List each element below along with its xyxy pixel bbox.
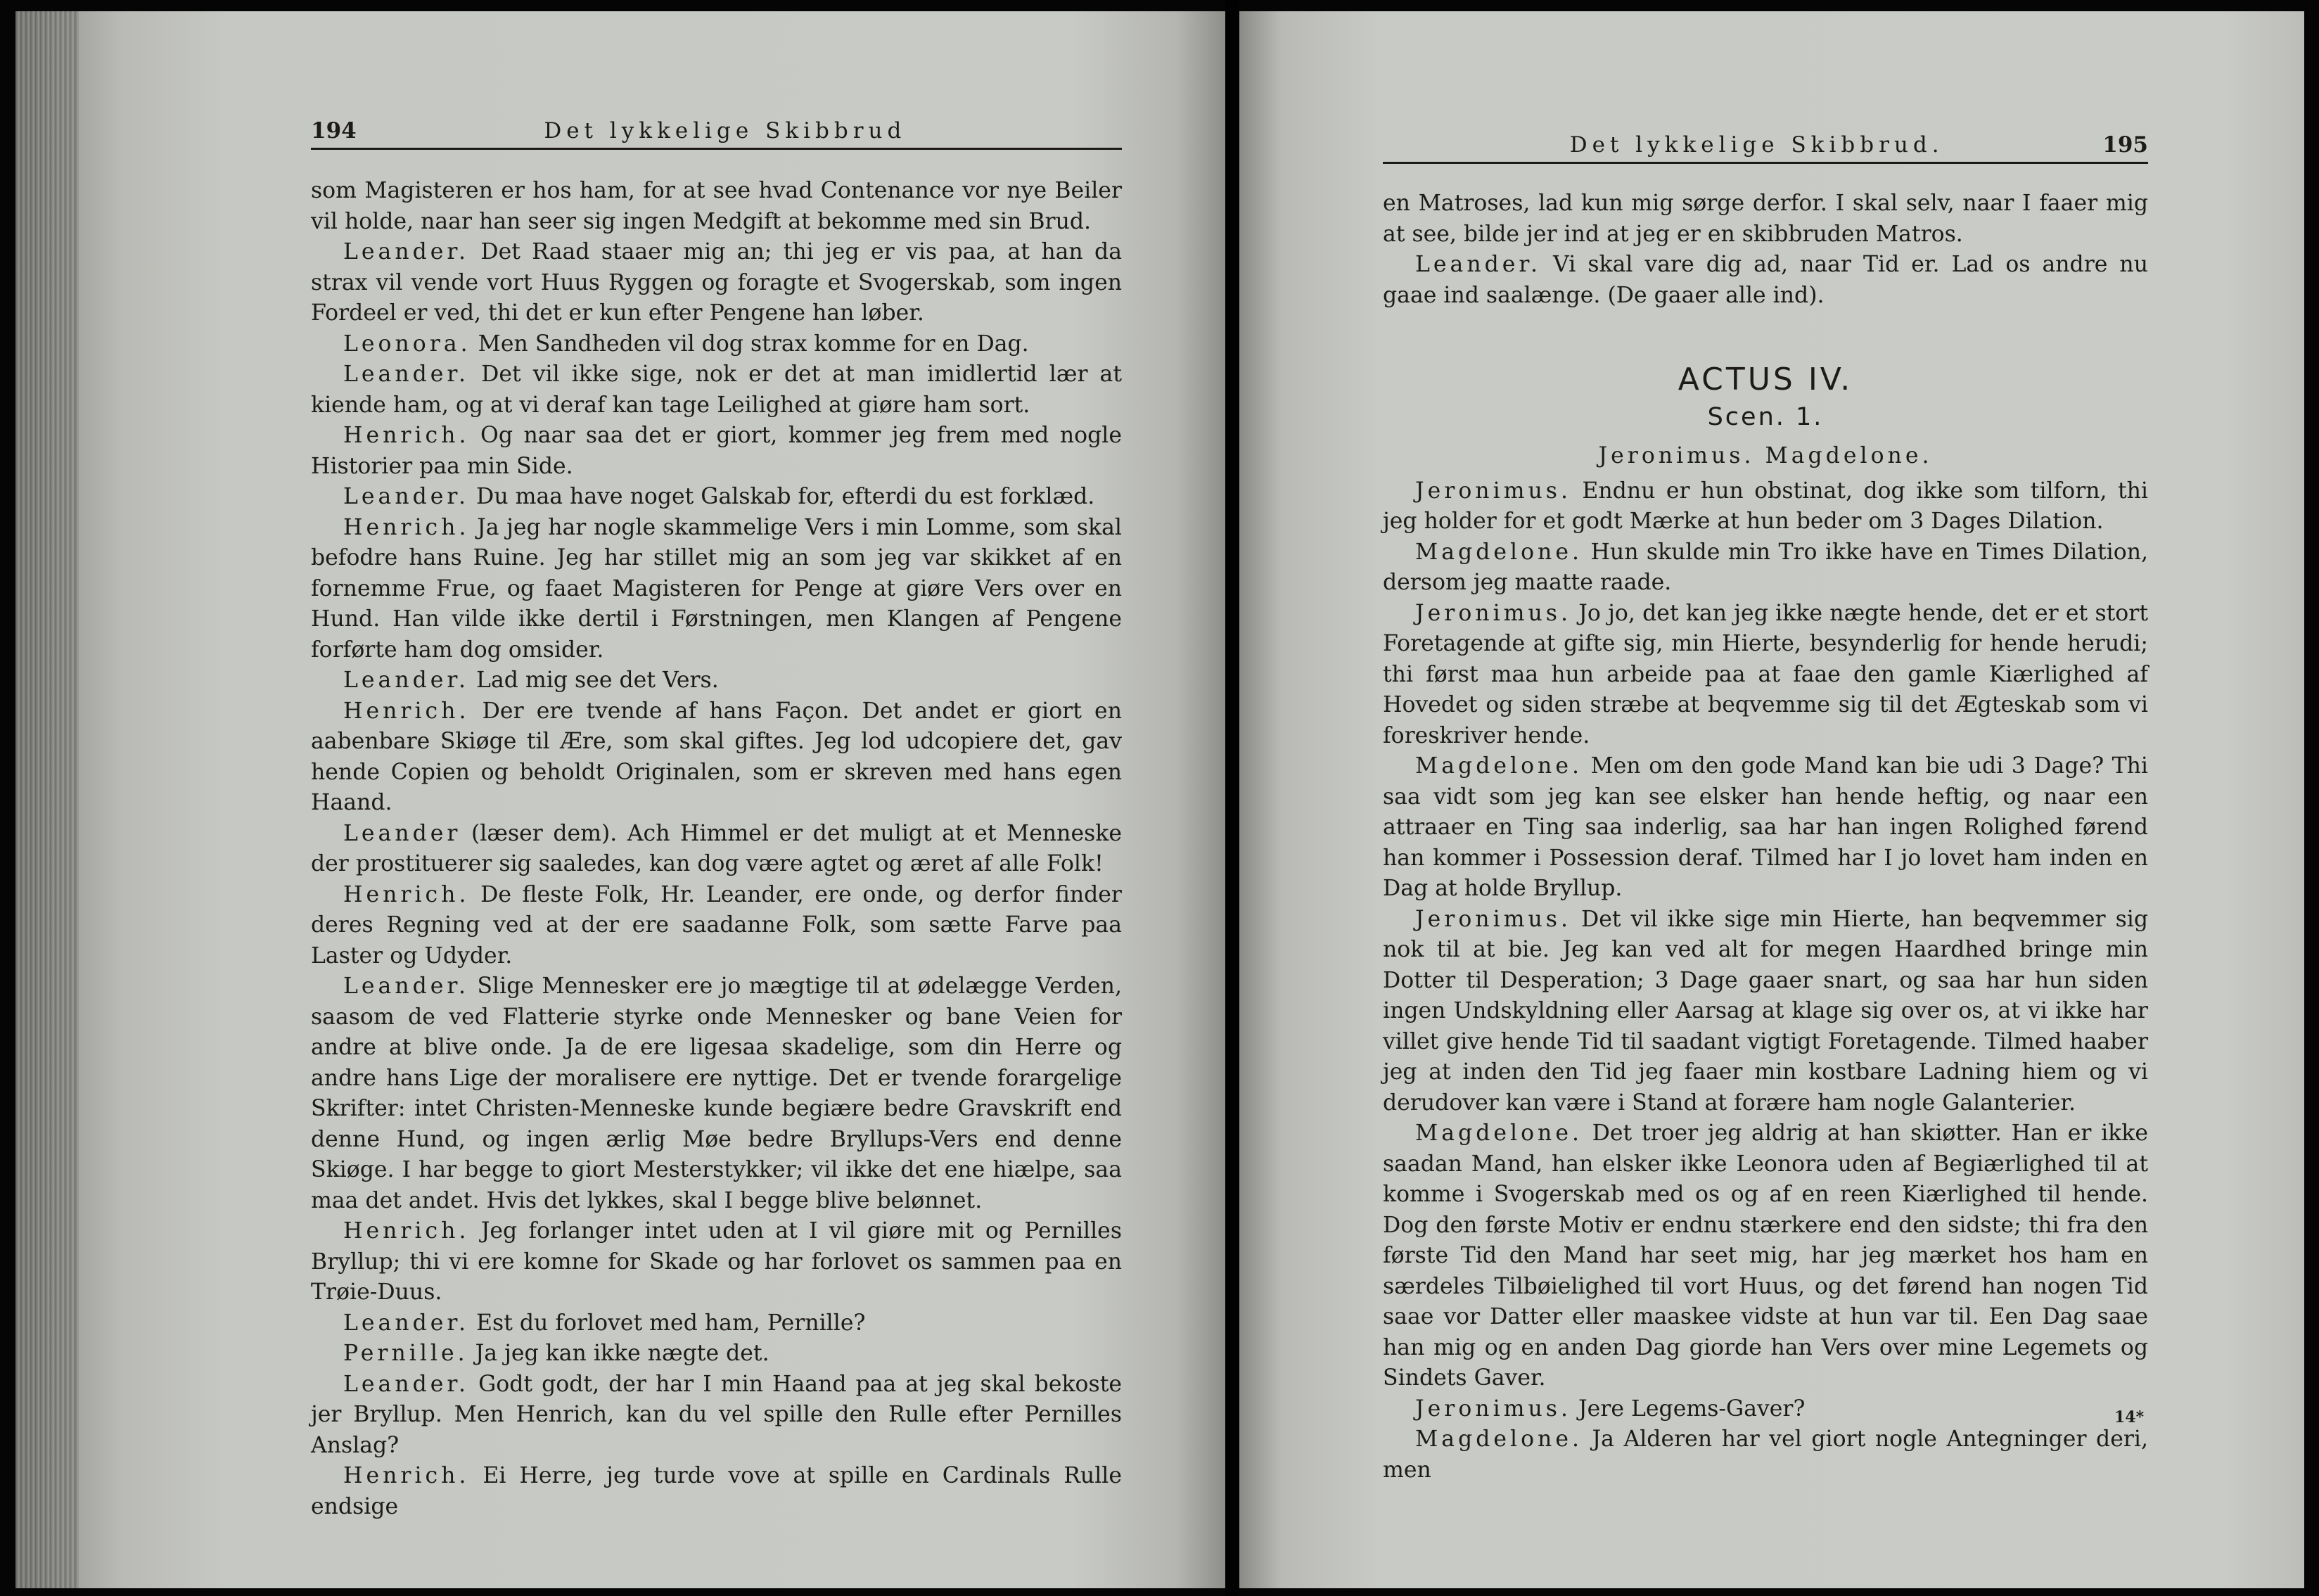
paragraph [311, 329, 1122, 360]
speaker-name: Leander. [343, 362, 470, 387]
signature-mark: 14* [2114, 1408, 2145, 1426]
speaker-name: Leander. [343, 668, 470, 693]
right-running-title: Det lykkelige Skibbrud. [1569, 132, 1944, 158]
paragraph [311, 421, 1122, 482]
paragraph [311, 1370, 1122, 1462]
paragraph [311, 971, 1122, 1216]
book-gutter [1225, 0, 1239, 1596]
right-page [1239, 11, 2304, 1588]
paragraph [1383, 751, 2148, 905]
speaker-name: Leander. [343, 1371, 470, 1397]
paragraph-text: Jeg forlanger intet uden at I vil giøre mit og Pernilles Bryllup; thi vi ere komne for Skade og har forlovet os sammen paa en Trøie-Duus. [311, 1218, 1122, 1305]
left-running-head [311, 118, 1122, 150]
paragraph-text: Est du forlovet med ham, Pernille? [469, 1310, 866, 1336]
paragraph-text: De fleste Folk, Hr. Leander, ere onde, og derfor finder deres Regning ved at der ere saadanne Folk, som sætte Farve paa Laster og Udyder. [311, 881, 1122, 969]
paragraph-text: Endnu er hun obstinat, dog ikke som tilforn, thi jeg holder for et godt Mærke at hun beder om 3 Dages Dilation. [1383, 478, 2148, 534]
paragraph-text: som Magisteren er hos ham, for at see hvad Contenance vor nye Beiler vil holde, naar han seer sig ingen Medgift at bekomme med sin Brud. [311, 178, 1122, 234]
paragraph [1383, 189, 2148, 250]
paragraph-text: Lad mig see det Vers. [469, 668, 719, 693]
right-text-before-act [1383, 189, 2148, 311]
paragraph-text: Ja Alderen har vel giort nogle Antegninger deri, men [1383, 1426, 2148, 1483]
paragraph-text: Men om den gode Mand kan bie udi 3 Dage? Thi saa vidt som jeg kan see elsker han hende heftig, og naar een attraaer en Ting saa inderlig, saa har han ingen Rolighed førend han kommer i Possession deraf. Tilmed har I jo lovet ham inden en Dag at holde Bryllup. [1383, 753, 2148, 901]
speaker-name: Magdelone. [1415, 539, 1583, 565]
paragraph-text: Det vil ikke sige min Hierte, han beqvemmer sig nok til at bie. Jeg kan ved alt for megen Haardhed bringe min Dotter til Desperation; 3 Dage gaaer snart, og saa har hun siden ingen Undskyldning eller Aarsag at klage sig over os, at vi ikke har villet give hende Tid til saadant vigtigt Foretagende. Tilmed haaber jeg at inden den Tid jeg faaer min kostbare Ladning hiem og vi derudover kan være i Stand at forære ham nogle Galanterier. [1383, 906, 2148, 1116]
speaker-name: Magdelone. [1415, 1426, 1583, 1452]
speaker-name: Jeronimus. [1415, 1396, 1571, 1422]
speaker-name: Magdelone. [1415, 753, 1583, 779]
left-page-text [311, 176, 1122, 1522]
paragraph [311, 176, 1122, 237]
paragraph-text: Der ere tvende af hans Façon. Det andet er giort en aabenbare Skiøge til Ære, som skal giftes. Jeg lod udcopiere det, gav hende Copien og beholdt Originalen, som er skreven med hans egen Haand. [311, 698, 1122, 815]
paragraph-text: Vi skal vare dig ad, naar Tid er. Lad os andre nu gaae ind saalænge. (De gaaer alle ind). [1383, 252, 2148, 308]
paragraph [1383, 1424, 2148, 1486]
speaker-name: Henrich. [343, 1218, 470, 1244]
paragraph [1383, 537, 2148, 599]
speaker-name: Leander. [1415, 252, 1542, 277]
right-text-after-act [1383, 476, 2148, 1486]
paragraph-text: Det Raad staaer mig an; thi jeg er vis paa, at han da strax vil vende vort Huus Ryggen og foragte et Svogerskab, som ingen Fordeel er ved, thi det er kun efter Pengene han løber. [311, 239, 1122, 326]
speaker-name: Jeronimus. [1415, 906, 1571, 932]
speaker-name: Leander [343, 820, 461, 846]
paragraph [311, 665, 1122, 696]
speaker-name: Leander. [343, 973, 470, 999]
speaker-name: Magdelone. [1415, 1121, 1583, 1146]
speaker-name: Pernille. [343, 1341, 468, 1366]
paragraph-text: Det troer jeg aldrig at han skiøtter. Han er ikke saadan Mand, han elsker ikke Leonora uden af Begiærlighed til at komme i Svogerskab med os og af en reen Kiærlighed til hende. Dog den første Motiv er endnu stærkere end den sidste; thi fra den første Tid den Mand har seet mig, har jeg mærket hos ham en særdeles Tilbøielighed til vort Huus, og det førend han nogen Tid saae vor Datter eller maaskee vidste at hun var til. Een Dag saae han mig og en anden Dag giorde han Vers over mine Legemets og Sindets Gaver. [1383, 1121, 2148, 1391]
paragraph [1383, 476, 2148, 537]
speaker-name: Henrich. [343, 881, 470, 907]
paragraph [1383, 1394, 2148, 1425]
paragraph [311, 819, 1122, 880]
speaker-name: Leander. [343, 239, 470, 264]
paragraph [311, 1216, 1122, 1308]
paragraph-text: Du maa have noget Galskab for, efterdi du est forklæd. [469, 484, 1095, 509]
paragraph-text: Ja jeg kan ikke nægte det. [468, 1341, 769, 1366]
right-page-text [1383, 189, 2148, 1486]
left-running-title: Det lykkelige Skibbrud [544, 118, 907, 143]
book-page-edges [15, 11, 79, 1588]
speaker-name: Jeronimus. [1415, 600, 1571, 626]
paragraph [311, 696, 1122, 819]
speaker-name: Henrich. [343, 423, 470, 448]
paragraph [1383, 599, 2148, 752]
paragraph-text: Jere Legems-Gaver? [1571, 1396, 1806, 1422]
speaker-name: Jeronimus. [1415, 478, 1571, 504]
paragraph-text: Godt godt, der har I min Haand paa at jeg skal bekoste jer Bryllup. Men Henrich, kan du vel spille den Rulle efter Pernilles Anslag? [311, 1371, 1122, 1458]
paragraph-text: Men Sandheden vil dog strax komme for en Dag. [471, 331, 1029, 357]
paragraph [311, 1308, 1122, 1339]
paragraph [311, 359, 1122, 421]
speaker-name: Henrich. [343, 1463, 470, 1488]
right-folio: 195 [2102, 132, 2148, 158]
left-folio: 194 [311, 118, 357, 143]
scene-heading: Scen. 1. [1707, 402, 1824, 431]
paragraph-text: (læser dem). Ach Himmel er det muligt at et Menneske der prostituerer sig saaledes, kan dog være agtet og æret af alle Folk! [311, 820, 1122, 876]
paragraph-text: Ei Herre, jeg turde vove at spille en Cardinals Rulle endsige [311, 1463, 1122, 1519]
paragraph-text: Slige Mennesker ere jo mægtige til at ødelægge Verden, saasom de ved Flatterie styrke onde Mennesker og bane Veien for andre at blive onde. Ja de ere ligesaa skadelige, som din Herre og andre hans Lige der moralisere ere nyttige. Det er tvende forargelige Skrifter: intet Christen-Menneske kunde begiære bedre Gravskrift end denne Hund, og ingen ærlig Møe bedre Bryllups-Vers end denne Skiøge. I har begge to giort Mesterstykker; vil ikke det ene hiælpe, saa maa det andet. Hvis det lykkes, skal I begge blive belønnet. [311, 973, 1122, 1213]
right-running-head [1383, 132, 2148, 164]
paragraph-text: Hun skulde min Tro ikke have en Times Dilation, dersom jeg maatte raade. [1383, 539, 2148, 595]
paragraph [1383, 250, 2148, 311]
act-heading: ACTUS IV. [1678, 362, 1853, 397]
speaker-name: Leander. [343, 484, 470, 509]
paragraph [1383, 905, 2148, 1119]
speaker-name: Leander. [343, 1310, 470, 1336]
paragraph [1383, 1118, 2148, 1394]
paragraph-text: Ja jeg har nogle skammelige Vers i min Lomme, som skal befodre hans Ruine. Jeg har stillet mig an som jeg var skikket af en fornemme Frue, og faaet Magisteren for Penge at giøre Vers over en Hund. Han vilde ikke dertil i Førstningen, men Klangen af Pengene forførte ham dog omsider. [311, 514, 1122, 663]
paragraph [311, 1461, 1122, 1522]
paragraph [311, 237, 1122, 329]
scene-persons: Jeronimus. Magdelone. [1598, 443, 1933, 468]
paragraph-text: Det vil ikke sige, nok er det at man imidlertid lær at kiende ham, og at vi deraf kan tage Leilighed at giøre ham sort. [311, 362, 1122, 418]
speaker-name: Leonora. [343, 331, 471, 357]
paragraph [311, 1339, 1122, 1370]
paragraph [311, 880, 1122, 972]
left-page [15, 11, 1225, 1588]
paragraph [311, 482, 1122, 513]
speaker-name: Henrich. [343, 698, 470, 724]
paragraph-text: Jo jo, det kan jeg ikke nægte hende, det er et stort Foretagende at gifte sig, min Hierte, besynderlig for hende herudi; thi først maa hun arbeide paa at faae den gamle Kiærlighed af Hovedet og siden stræbe at beqvemme sig til det Ægteskab som vi foreskriver hende. [1383, 600, 2148, 748]
paragraph [311, 513, 1122, 666]
paragraph-text: Og naar saa det er giort, kommer jeg frem med nogle Historier paa min Side. [311, 423, 1122, 479]
paragraph-text: en Matroses, lad kun mig sørge derfor. I skal selv, naar I faaer mig at see, bilde jer ind at jeg er en skibbruden Matros. [1383, 191, 2148, 247]
speaker-name: Henrich. [343, 514, 470, 540]
